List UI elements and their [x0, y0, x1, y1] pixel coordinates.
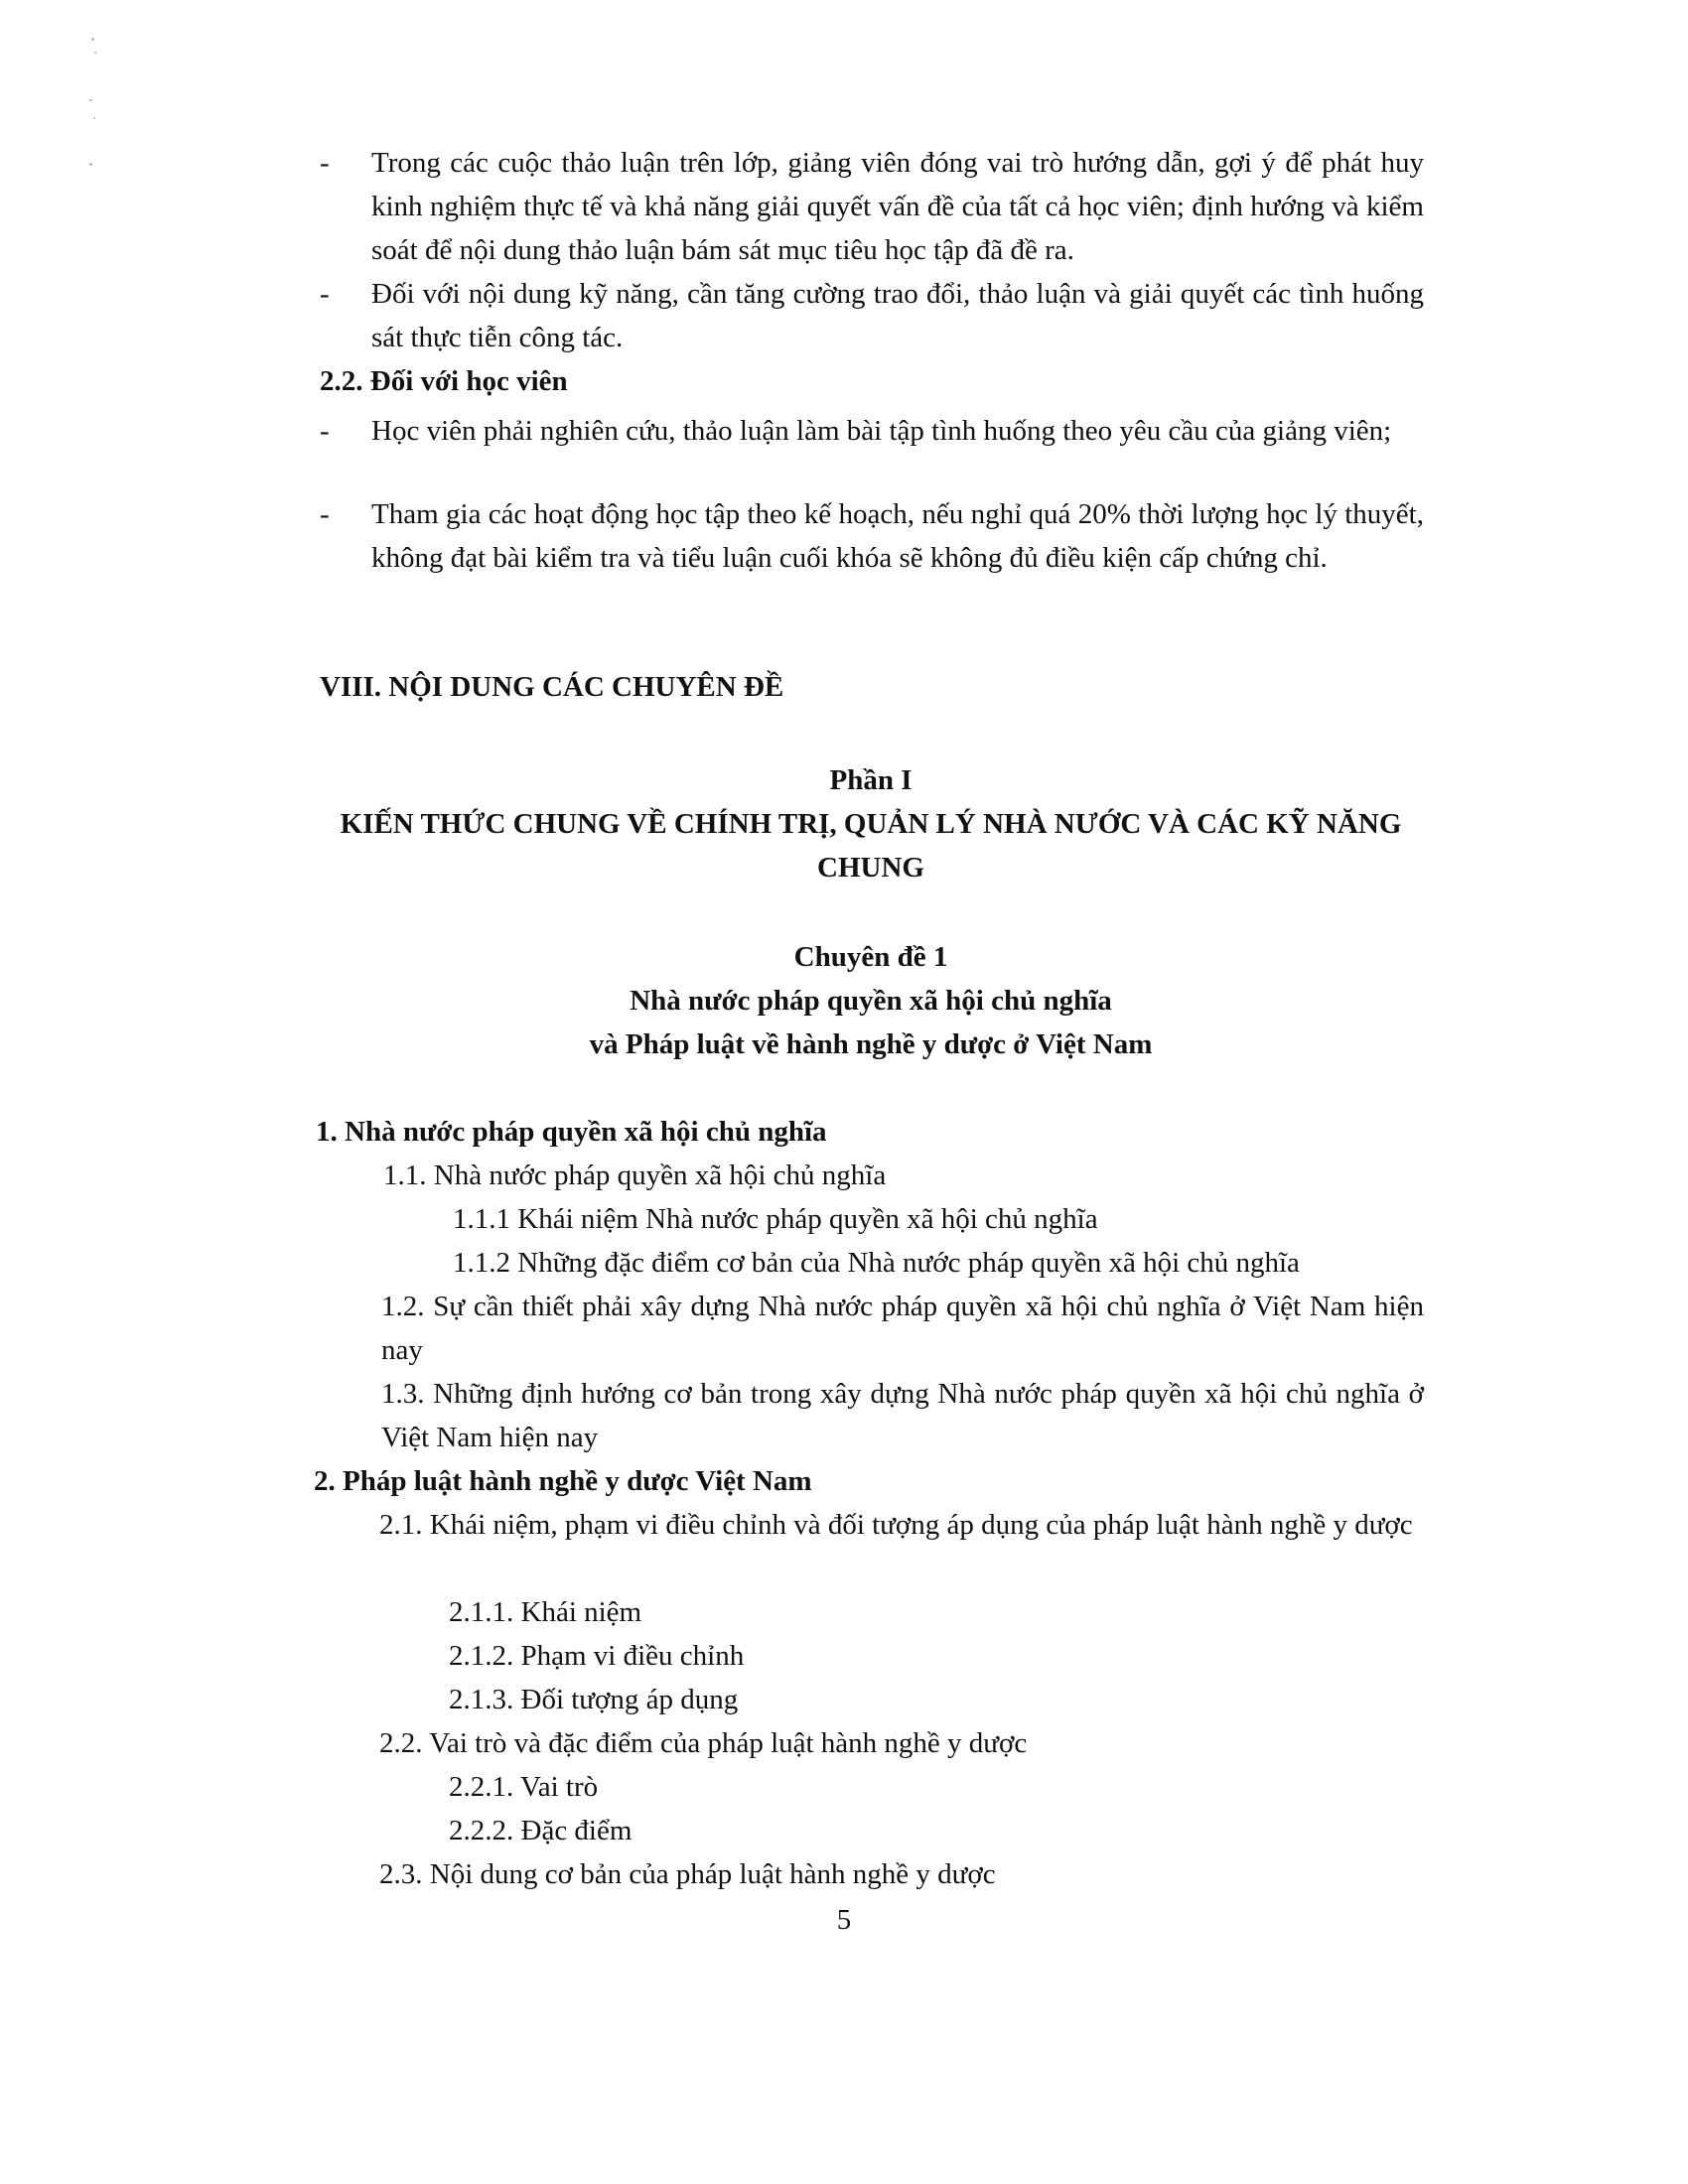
- outline-item: 1.1.1 Khái niệm Nhà nước pháp quyền xã hội chủ nghĩa: [453, 1203, 1098, 1235]
- bullet-dash: -: [320, 147, 330, 179]
- topic-label: Chuyên đề 1: [793, 941, 948, 973]
- section-heading: 2.2. Đối với học viên: [320, 365, 568, 397]
- outline-item: 1.3. Những định hướng cơ bản trong xây dựng Nhà nước pháp quyền xã hội chủ nghĩa ở Việt Nam hiện nay: [381, 1378, 1424, 1453]
- outline-item: 2.2.2. Đặc điểm: [449, 1815, 633, 1846]
- outline-heading: 1. Nhà nước pháp quyền xã hội chủ nghĩa: [316, 1116, 827, 1148]
- page-number: 5: [836, 1904, 852, 1936]
- section-heading: VIII. NỘI DUNG CÁC CHUYÊN ĐỀ: [320, 671, 784, 703]
- bullet-dash: -: [320, 498, 330, 530]
- outline-item: 2.3. Nội dung cơ bản của pháp luật hành nghề y dược: [379, 1858, 996, 1890]
- bullet-text: Đối với nội dung kỹ năng, cần tăng cường trao đổi, thảo luận và giải quyết các tình huống sát thực tiễn công tác.: [371, 278, 1424, 353]
- bullet-dash: -: [320, 278, 330, 310]
- part-label: Phần I: [829, 764, 913, 796]
- bullet-text: Tham gia các hoạt động học tập theo kế hoạch, nếu nghỉ quá 20% thời lượng học lý thuyết, không đạt bài kiểm tra và tiểu luận cuối khóa sẽ không đủ điều kiện cấp chứng chỉ.: [371, 498, 1424, 574]
- outline-heading: 2. Pháp luật hành nghề y dược Việt Nam: [314, 1465, 812, 1497]
- outline-item: 2.1. Khái niệm, phạm vi điều chỉnh và đối tượng áp dụng của pháp luật hành nghề y dược: [379, 1509, 1413, 1541]
- outline-item: 1.1. Nhà nước pháp quyền xã hội chủ nghĩa: [383, 1160, 887, 1191]
- topic-title: Nhà nước pháp quyền xã hội chủ nghĩa: [630, 985, 1112, 1017]
- outline-item: 2.2.1. Vai trò: [449, 1771, 599, 1803]
- outline-item: 2.1.2. Phạm vi điều chỉnh: [449, 1640, 745, 1672]
- part-title: KIẾN THỨC CHUNG VỀ CHÍNH TRỊ, QUẢN LÝ NHÀ NƯỚC VÀ CÁC KỸ NĂNG CHUNG: [340, 808, 1402, 884]
- topic-title: và Pháp luật về hành nghề y dược ở Việt Nam: [589, 1028, 1153, 1060]
- bullet-text: Trong các cuộc thảo luận trên lớp, giảng viên đóng vai trò hướng dẫn, gợi ý để phát huy kinh nghiệm thực tế và khả năng giải quyết vấn đề của tất cả học viên; định hướng và kiểm soát để nội dung thảo luận bám sát mục tiêu học tập đã đề ra.: [371, 147, 1424, 266]
- bullet-text: Học viên phải nghiên cứu, thảo luận làm bài tập tình huống theo yêu cầu của giảng viên;: [371, 415, 1392, 447]
- outline-item: 2.1.1. Khái niệm: [449, 1596, 642, 1628]
- outline-item: 2.2. Vai trò và đặc điểm của pháp luật hành nghề y dược: [379, 1727, 1028, 1759]
- outline-item: 2.1.3. Đối tượng áp dụng: [449, 1684, 739, 1715]
- bullet-dash: -: [320, 415, 330, 447]
- outline-item: 1.1.2 Những đặc điểm cơ bản của Nhà nước pháp quyền xã hội chủ nghĩa: [453, 1247, 1300, 1279]
- outline-item: 1.2. Sự cần thiết phải xây dựng Nhà nước pháp quyền xã hội chủ nghĩa ở Việt Nam hiện nay: [381, 1291, 1424, 1366]
